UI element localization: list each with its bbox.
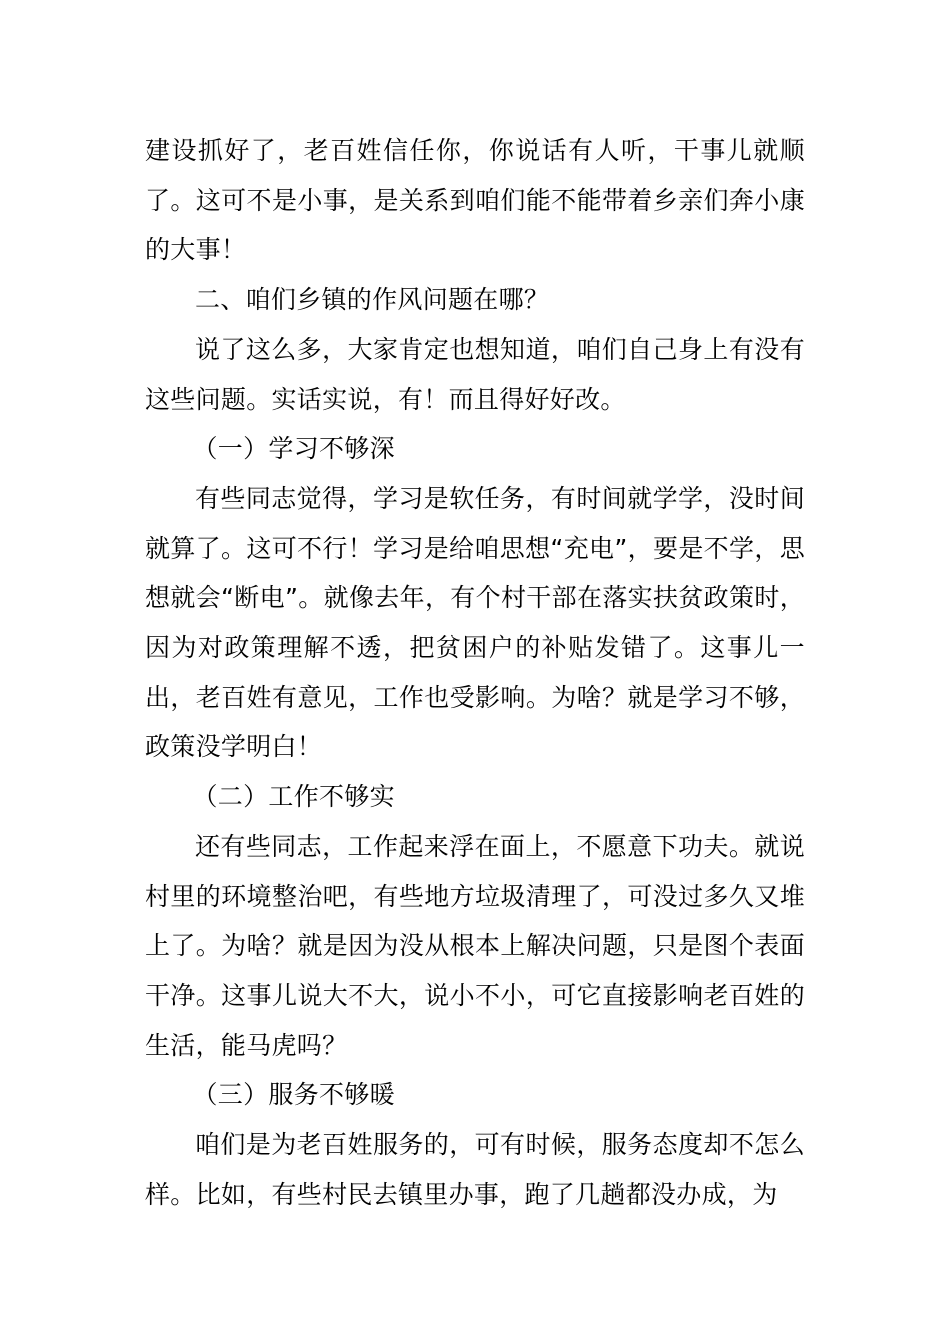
document-body	[145, 126, 805, 1219]
paragraph-continuation: 建设抓好了，老百姓信任你，你说话有人听，干事儿就顺了。这可不是小事，是关系到咱们能不能带着乡亲们奔小康的大事！	[145, 136, 805, 265]
subheading-study: （一）学习不够深	[192, 434, 395, 464]
paragraph-work: 还有些同志，工作起来浮在面上，不愿意下功夫。就说村里的环境整治吧，有些地方垃圾清理了，可没过多久又堆上了。为啥？就是因为没从根本上解决问题，只是图个表面干净。这事儿说大不大，说小不小，可它直接影响老百姓的生活，能马虎吗？	[145, 831, 805, 1060]
section-heading-2: 二、咱们乡镇的作风问题在哪？	[195, 285, 550, 315]
paragraph-service: 咱们是为老百姓服务的，可有时候，服务态度却不怎么样。比如，有些村民去镇里办事，跑了几趟都没办成，为	[145, 1130, 805, 1209]
paragraph-study: 有些同志觉得，学习是软任务，有时间就学学，没时间就算了。这可不行！学习是给咱思想“充电”，要是不学，思想就会“断电”。就像去年，有个村干部在落实扶贫政策时，因为对政策理解不透，把贫困户的补贴发错了。这事儿一出，老百姓有意见，工作也受影响。为啥？就是学习不够，政策没学明白！	[145, 483, 805, 762]
paragraph-intro: 说了这么多，大家肯定也想知道，咱们自己身上有没有这些问题。实话实说，有！而且得好好改。	[145, 334, 805, 414]
subheading-work: （二）工作不够实	[192, 782, 395, 812]
subheading-service: （三）服务不够暖	[192, 1080, 395, 1110]
